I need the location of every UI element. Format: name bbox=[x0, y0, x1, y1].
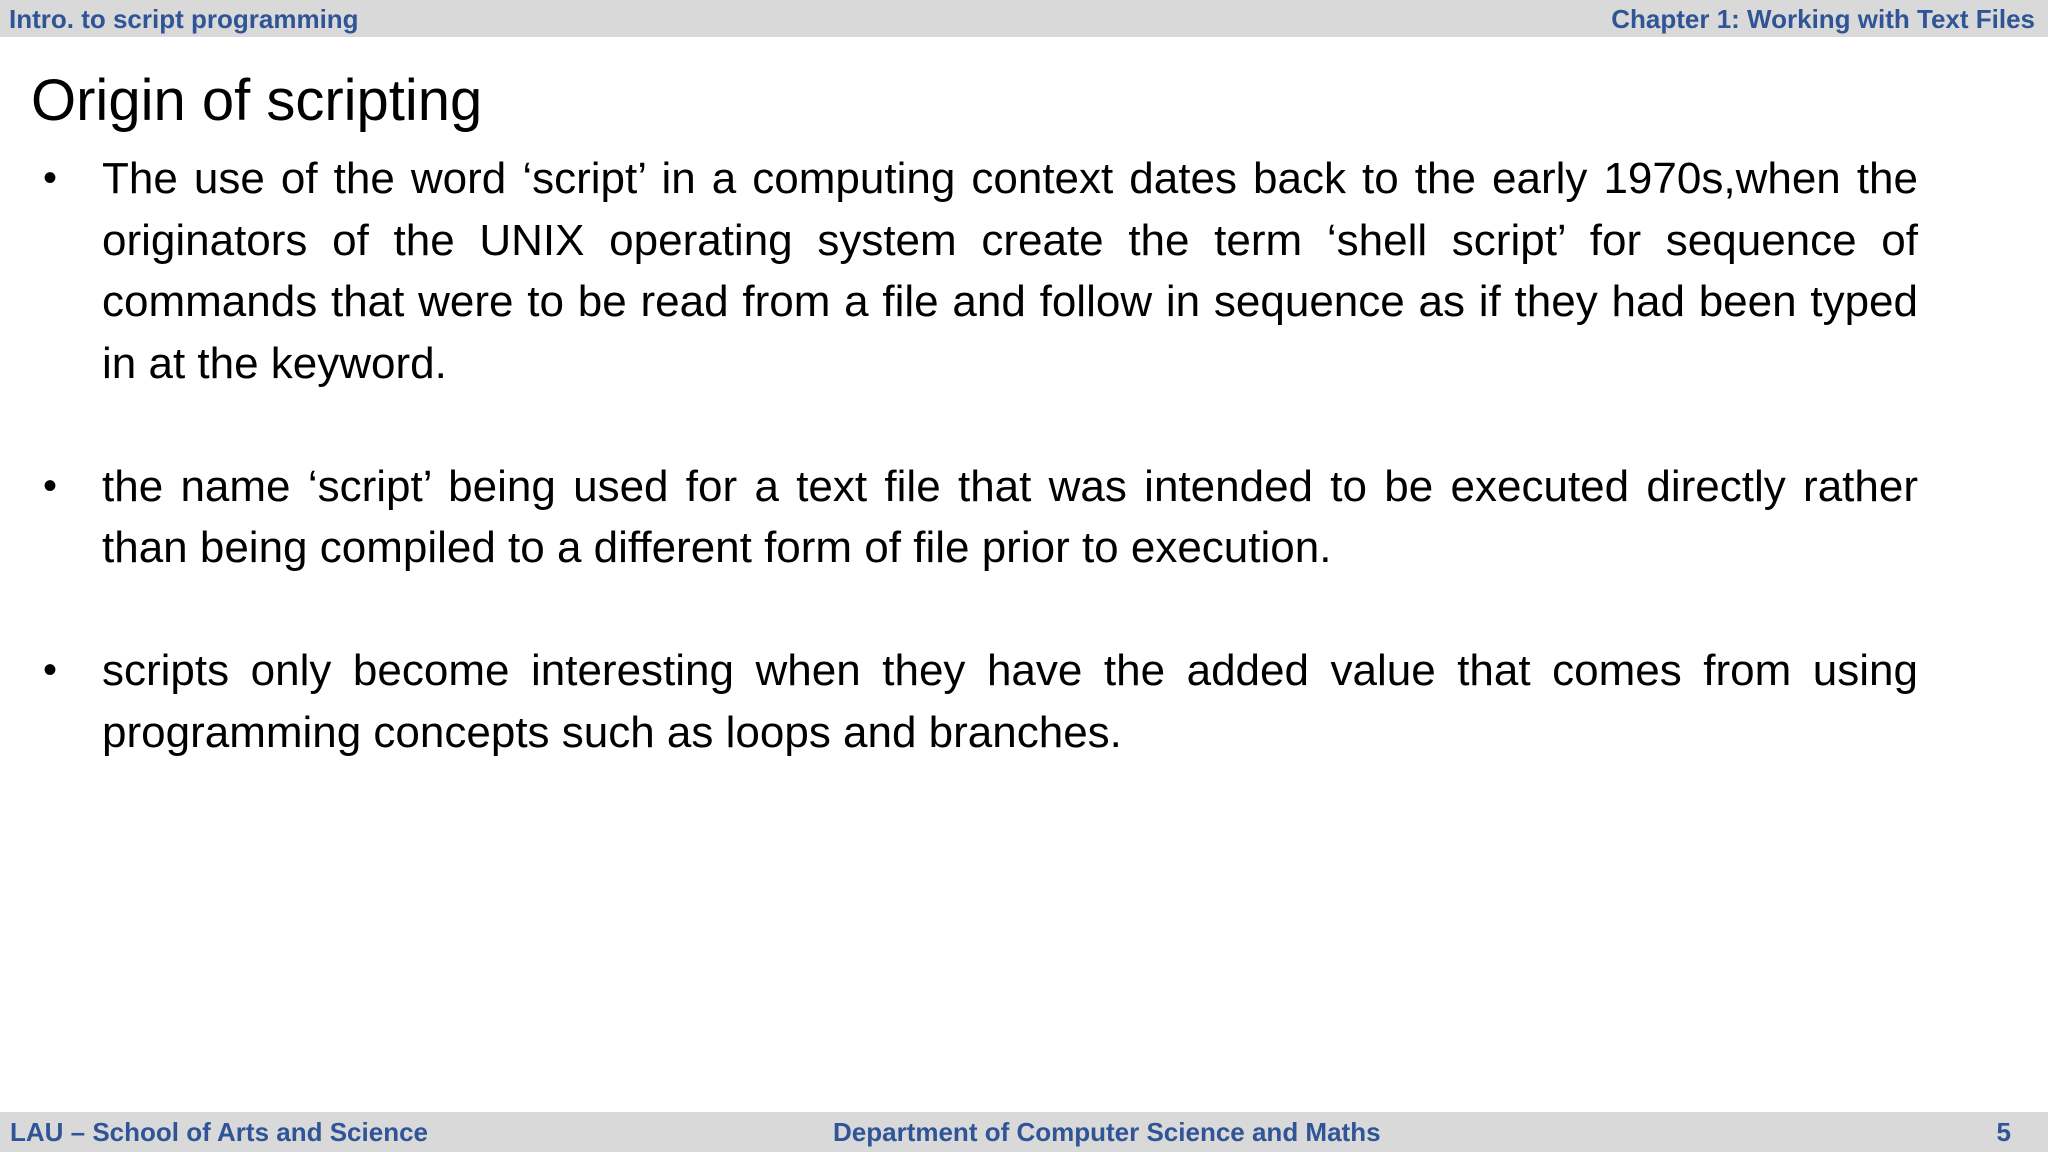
bullet-text: The use of the word ‘script’ in a computing context dates back to the early 1970s,when the originators of the UNIX operating system create the term ‘shell script’ for sequence of commands that were to be read from a file and follow in sequence as if they had been typed in at the keyword. bbox=[102, 154, 1918, 388]
bullet-text: the name ‘script’ being used for a text file that was intended to be executed directly rather than being compiled to a different form of file prior to execution. bbox=[102, 461, 1918, 572]
page-number: 5 bbox=[1996, 1117, 2011, 1147]
bullet-text: scripts only become interesting when they have the added value that comes from using programming concepts such as loops and branches. bbox=[102, 646, 1918, 757]
slide-footer-bar bbox=[0, 1112, 2048, 1152]
bullet-dot-icon: • bbox=[43, 463, 58, 508]
department-label: Department of Computer Science and Maths bbox=[833, 1117, 1381, 1147]
institution-label: LAU – School of Arts and Science bbox=[10, 1117, 429, 1147]
bullet-dot-icon: • bbox=[43, 648, 58, 692]
slide-header-bar bbox=[0, 0, 2048, 37]
bullet-item bbox=[0, 640, 1918, 763]
bullet-dot-icon: • bbox=[43, 156, 58, 200]
bullet-item bbox=[0, 148, 1918, 394]
bullet-item bbox=[0, 456, 1918, 579]
bullet-list bbox=[0, 148, 2048, 825]
course-title: Intro. to script programming bbox=[9, 4, 359, 34]
slide-title: Origin of scripting bbox=[31, 68, 483, 133]
chapter-title: Chapter 1: Working with Text Files bbox=[1611, 4, 2035, 34]
